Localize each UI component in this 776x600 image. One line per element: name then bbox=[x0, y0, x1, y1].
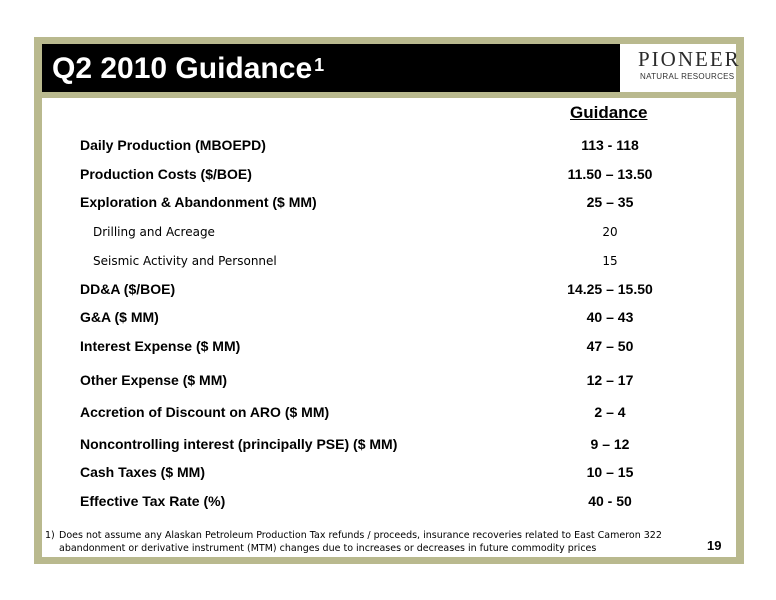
row-value-effective-tax-rate: 40 - 50 bbox=[588, 493, 632, 509]
row-label-production-costs: Production Costs ($/BOE) bbox=[80, 166, 252, 182]
row-label-cash-taxes: Cash Taxes ($ MM) bbox=[80, 464, 205, 480]
row-value-noncontrolling-interest: 9 – 12 bbox=[590, 436, 630, 452]
row-value-cash-taxes: 10 – 15 bbox=[586, 464, 634, 480]
page-number: 19 bbox=[707, 538, 722, 553]
row-label-accretion-discount: Accretion of Discount on ARO ($ MM) bbox=[80, 404, 330, 420]
row-label-drilling-acreage: Drilling and Acreage bbox=[93, 225, 215, 239]
title-footnote-mark: 1 bbox=[314, 55, 325, 75]
footnote-text: Does not assume any Alaskan Petroleum Production Tax refunds / proceeds, insurance recoveries related to East Cameron 322 abandonment or derivative instrument (MTM) changes due to increases or decreases in future commodity prices bbox=[59, 530, 662, 554]
row-label-effective-tax-rate: Effective Tax Rate (%) bbox=[80, 493, 226, 509]
row-label-seismic-activity: Seismic Activity and Personnel bbox=[93, 254, 277, 268]
footnote bbox=[45, 529, 705, 555]
row-label-daily-production: Daily Production (MBOEPD) bbox=[80, 137, 266, 153]
row-label-exploration-abandonment: Exploration & Abandonment ($ MM) bbox=[80, 194, 317, 210]
logo-subtitle: NATURAL RESOURCES bbox=[640, 72, 735, 81]
row-value-daily-production: 113 - 118 bbox=[581, 137, 639, 153]
slide-title bbox=[52, 52, 324, 86]
row-label-interest-expense: Interest Expense ($ MM) bbox=[80, 338, 241, 354]
row-value-dda: 14.25 – 15.50 bbox=[567, 281, 653, 297]
row-label-noncontrolling-interest: Noncontrolling interest (principally PSE) ($ MM) bbox=[80, 436, 398, 452]
row-value-production-costs: 11.50 – 13.50 bbox=[567, 166, 653, 182]
row-value-other-expense: 12 – 17 bbox=[586, 372, 634, 388]
row-label-other-expense: Other Expense ($ MM) bbox=[80, 372, 228, 388]
row-value-ga: 40 – 43 bbox=[586, 309, 634, 325]
row-value-exploration-abandonment: 25 – 35 bbox=[586, 194, 634, 210]
row-value-accretion-discount: 2 – 4 bbox=[594, 404, 626, 420]
logo-name: PIONEER bbox=[638, 47, 741, 71]
row-label-dda: DD&A ($/BOE) bbox=[80, 281, 176, 297]
slide-title-text: Q2 2010 Guidance bbox=[52, 52, 313, 85]
row-value-seismic-activity: 15 bbox=[602, 254, 618, 268]
row-value-drilling-acreage: 20 bbox=[602, 225, 618, 239]
row-label-ga: G&A ($ MM) bbox=[80, 309, 159, 325]
row-value-interest-expense: 47 – 50 bbox=[586, 338, 634, 354]
guidance-column-header: Guidance bbox=[570, 103, 648, 122]
footnote-number: 1) bbox=[45, 530, 55, 541]
